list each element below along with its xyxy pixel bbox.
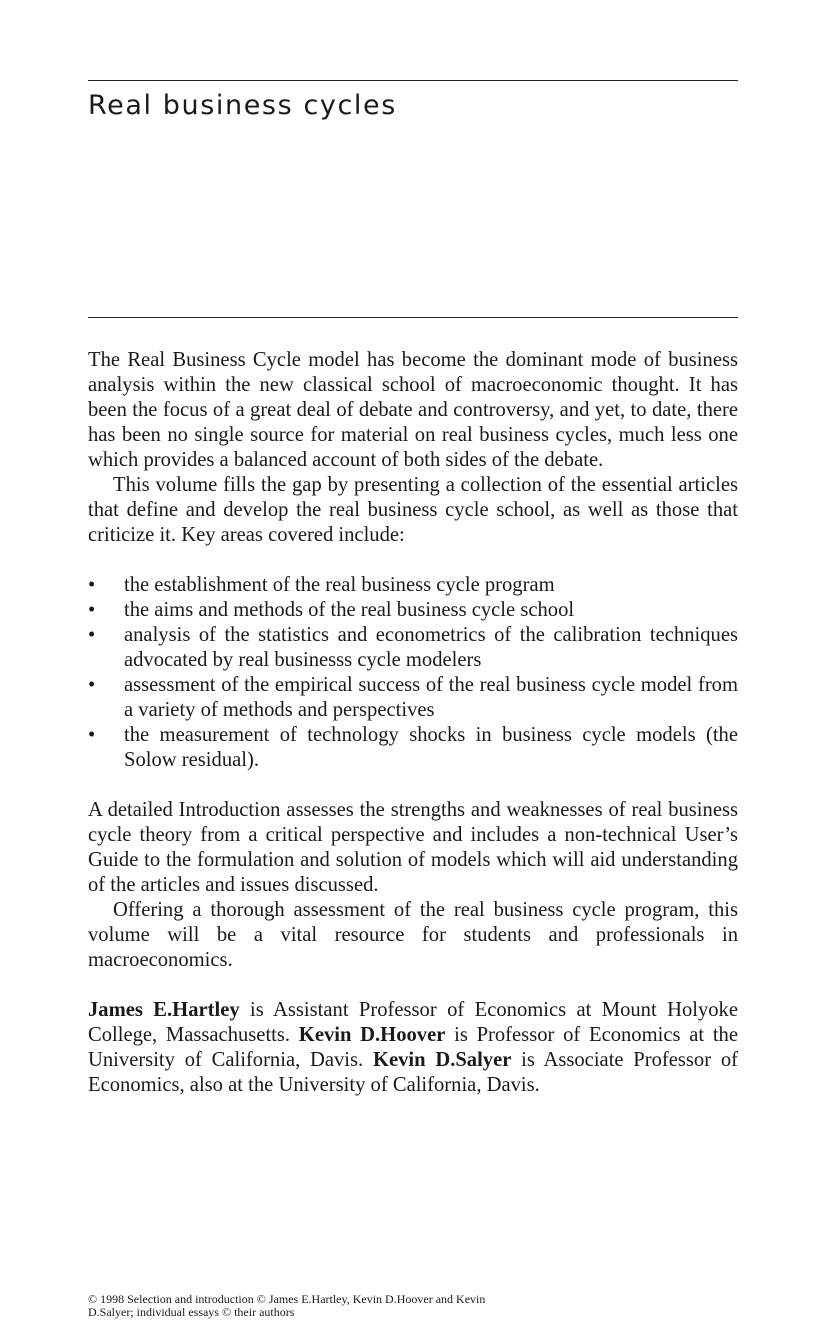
blurb-paragraph-3: A detailed Introduction assesses the strengths and weaknesses of real business cycle theory from a critical perspective and includes a non-technical User’s Guide to the formulation and solution of models which will aid understanding of the articles and issues discussed. xyxy=(88,799,738,896)
blurb-paragraph-2: This volume fills the gap by presenting a collection of the essential articles that define and develop the real business cycle school, as well as those that criticize it. Key areas covered include: xyxy=(88,474,738,546)
author-name: James E.Hartley xyxy=(88,999,240,1021)
author-description: is Associate Professor of Economics, also at the University of California, Davis. xyxy=(88,1049,738,1096)
book-blurb xyxy=(88,348,738,1098)
bullet-icon: • xyxy=(88,574,96,596)
author-description: is Professor of Economics at the University of California, Davis. xyxy=(88,1024,738,1071)
list-item xyxy=(88,723,738,773)
blurb-paragraph-1: The Real Business Cycle model has become the dominant mode of business analysis within the new classical school of macroeconomic thought. It has been the focus of a great deal of debate and controversy, and yet, to date, there has been no single source for material on real business cycles, much less one which provides a balanced account of both sides of the debate. xyxy=(88,349,738,471)
list-item xyxy=(88,673,738,723)
top-rule xyxy=(88,80,738,81)
bullet-icon: • xyxy=(88,624,96,646)
bullet-icon: • xyxy=(88,674,96,696)
list-item-text: analysis of the statistics and econometrics of the calibration techniques advocated by real businesss cycle modelers xyxy=(124,624,738,671)
author-name: Kevin D.Salyer xyxy=(372,1049,512,1071)
blurb-paragraph-4: Offering a thorough assessment of the real business cycle program, this volume will be a vital resource for students and professionals in macroeconomics. xyxy=(88,899,738,971)
title-bottom-rule xyxy=(88,317,738,318)
author-name: Kevin D.Hoover xyxy=(298,1024,446,1046)
list-item-text: the measurement of technology shocks in business cycle models (the Solow residual). xyxy=(124,724,738,771)
page-title: Real business cycles xyxy=(88,90,397,121)
list-item-text: the aims and methods of the real business cycle school xyxy=(124,599,575,621)
list-item xyxy=(88,598,738,623)
list-item xyxy=(88,573,738,598)
author-description: is Assistant Professor of Economics at Mount Holyoke College, Massachusetts. xyxy=(88,999,738,1046)
copyright-notice: © 1998 Selection and introduction © James E.Hartley, Kevin D.Hoover and Kevin D.Salyer; individual essays © their authors xyxy=(88,1292,486,1319)
author-bios xyxy=(88,998,738,1098)
list-item-text: the establishment of the real business cycle program xyxy=(124,574,555,596)
bullet-icon: • xyxy=(88,599,96,621)
section-gap xyxy=(88,973,738,998)
bullet-icon: • xyxy=(88,724,96,746)
key-areas-list xyxy=(88,573,738,773)
list-item-text: assessment of the empirical success of the real business cycle model from a variety of methods and perspectives xyxy=(124,674,738,721)
list-item xyxy=(88,623,738,673)
